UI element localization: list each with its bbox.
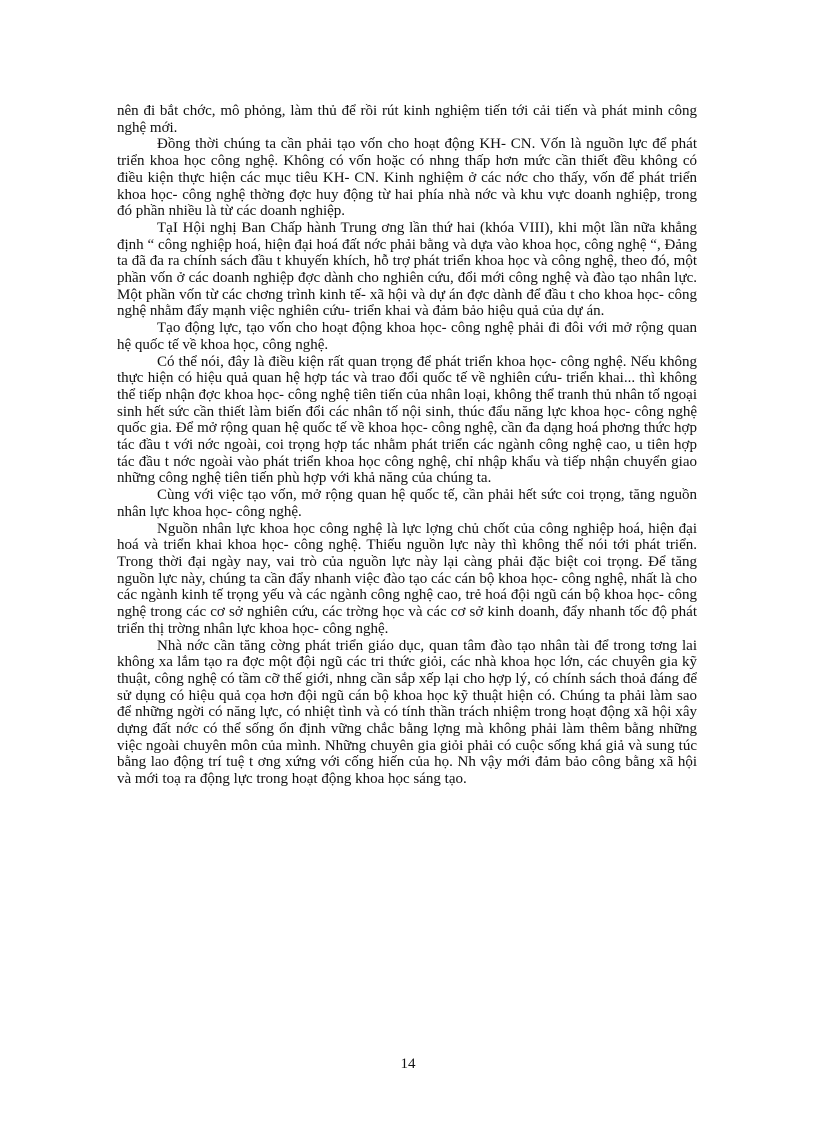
- paragraph-3: TạI Hội nghị Ban Chấp hành Trung ơng lần thứ hai (khóa VIII), khi một lần nữa khẳng định “ công nghiệp hoá, hiện đại hoá đất nớc phải bằng và dựa vào khoa học, công nghệ “, Đảng ta đã đa ra chính sách đầu t khuyến khích, hỗ trợ phát triển khoa học và công nghệ, theo đó, một phần vốn ở các doanh nghiệp đợc dành cho nghiên cứu, đổi mới công nghệ và đào tạo nhân lực. Một phần vốn từ các chơng trình kinh tế- xã hội và dự án đợc dành để đầu t cho khoa học- công nghệ nhằm đẩy mạnh việc nghiên cứu- triển khai và đảm bảo hiệu quả của dự án.: [117, 219, 697, 320]
- paragraph-5: Có thể nói, đây là điều kiện rất quan trọng để phát triển khoa học- công nghệ. Nếu không thực hiện có hiệu quả quan hệ hợp tác và trao đổi quốc tế về nghiên cứu- triển khai... thì không thể tiếp nhận đợc khoa học- công nghệ tiên tiến của nhân loại, không thể tranh thủ nhân tố ngoại sinh hết sức cần thiết làm biến đổi các nhân tố nội sinh, thúc đẩu năng lực khoa học- công nghệ quốc gia. Để mở rộng quan hệ quốc tế về khoa học- công nghệ, cần đa dạng hoá phơng thức hợp tác đầu t với nớc ngoài, coi trọng hợp tác nhằm phát triển các ngành công nghệ cao, u tiên hợp tác đầu t nớc ngoài vào phát triển khoa học công nghệ, chỉ nhập khẩu và tiếp nhận chuyển giao những công nghệ tiên tiến phù hợp với khả năng của chúng ta.: [117, 353, 697, 487]
- paragraph-8: Nhà nớc cần tăng cờng phát triển giáo dục, quan tâm đào tạo nhân tài để trong tơng lai không xa lắm tạo ra đợc một đội ngũ các tri thức giỏi, các nhà khoa học lớn, các chuyên gia kỹ thuật, công nghệ có tầm cỡ thế giới, nhng cần sắp xếp lại cho hợp lý, có chính sách thoả đáng để sử dụng có hiệu quả cọa hơn đội ngũ cán bộ khoa học kỹ thuật hiện có. Chúng ta phải làm sao để những ngời có năng lực, có nhiệt tình và có tính thần trách nhiệm trong hoạt động xã hội xây dựng đất nớc có thể sống ổn định vững chắc bằng lợng mà không phải làm thêm bằng những việc ngoài chuyên môn của mình. Những chuyên gia giỏi phải có cuộc sống khá giả và sung túc bằng lao động trí tuệ t ơng xứng với cống hiến của họ. Nh vậy mới đảm bảo công bằng xã hội và mới toạ ra động lực trong hoạt động khoa học sáng tạo.: [117, 637, 697, 788]
- page-number: 14: [400, 1056, 416, 1072]
- document-body: [117, 103, 697, 788]
- paragraph-2: Đồng thời chúng ta cần phải tạo vốn cho hoạt động KH- CN. Vốn là nguồn lực để phát triển khoa học công nghệ. Không có vốn hoặc có nhng thấp hơn mức cần thiết đều không có điều kiện thực hiện các mục tiêu KH- CN. Kinh nghiệm ở các nớc cho thấy, vốn để phát triển khoa học- công nghệ thờng đợc huy động từ hai phía nhà nớc và khu vực doanh nghiệp, trong đó phần nhiều là từ các doanh nghiệp.: [117, 136, 697, 220]
- paragraph-1: nên đi bắt chớc, mô phỏng, làm thủ để rồi rút kinh nghiệm tiến tới cải tiến và phát minh công nghệ mới.: [117, 103, 697, 136]
- paragraph-4: Tạo động lực, tạo vốn cho hoạt động khoa học- công nghệ phải đi đôi với mở rộng quan hệ quốc tế về khoa học, công nghệ.: [117, 320, 697, 353]
- paragraph-6: Cùng với việc tạo vốn, mở rộng quan hệ quốc tế, cần phải hết sức coi trọng, tăng nguồn nhân lực khoa học- công nghệ.: [117, 487, 697, 520]
- paragraph-7: Nguồn nhân lực khoa học công nghệ là lực lợng chủ chốt của công nghiệp hoá, hiện đại hoá và triển khai khoa học- công nghệ. Thiếu nguồn lực này thì không thể nói tới phát triển. Trong thời đại ngày nay, vai trò của nguồn lực này lại càng phải đặc biệt coi trọng. Để tăng nguồn lực này, chúng ta cần đẩy nhanh việc đào tạo các cán bộ khoa học- công nghệ, nhất là cho các ngành kinh tế trọng yếu và các ngành công nghệ cao, trẻ hoá đội ngũ cán bộ khoa học- công nghệ trong các cơ sở nghiên cứu, các trờng học và các cơ sở kinh doanh, đẩy nhanh tốc độ phát triển thị trờng nhân lực khoa học- công nghệ.: [117, 520, 697, 637]
